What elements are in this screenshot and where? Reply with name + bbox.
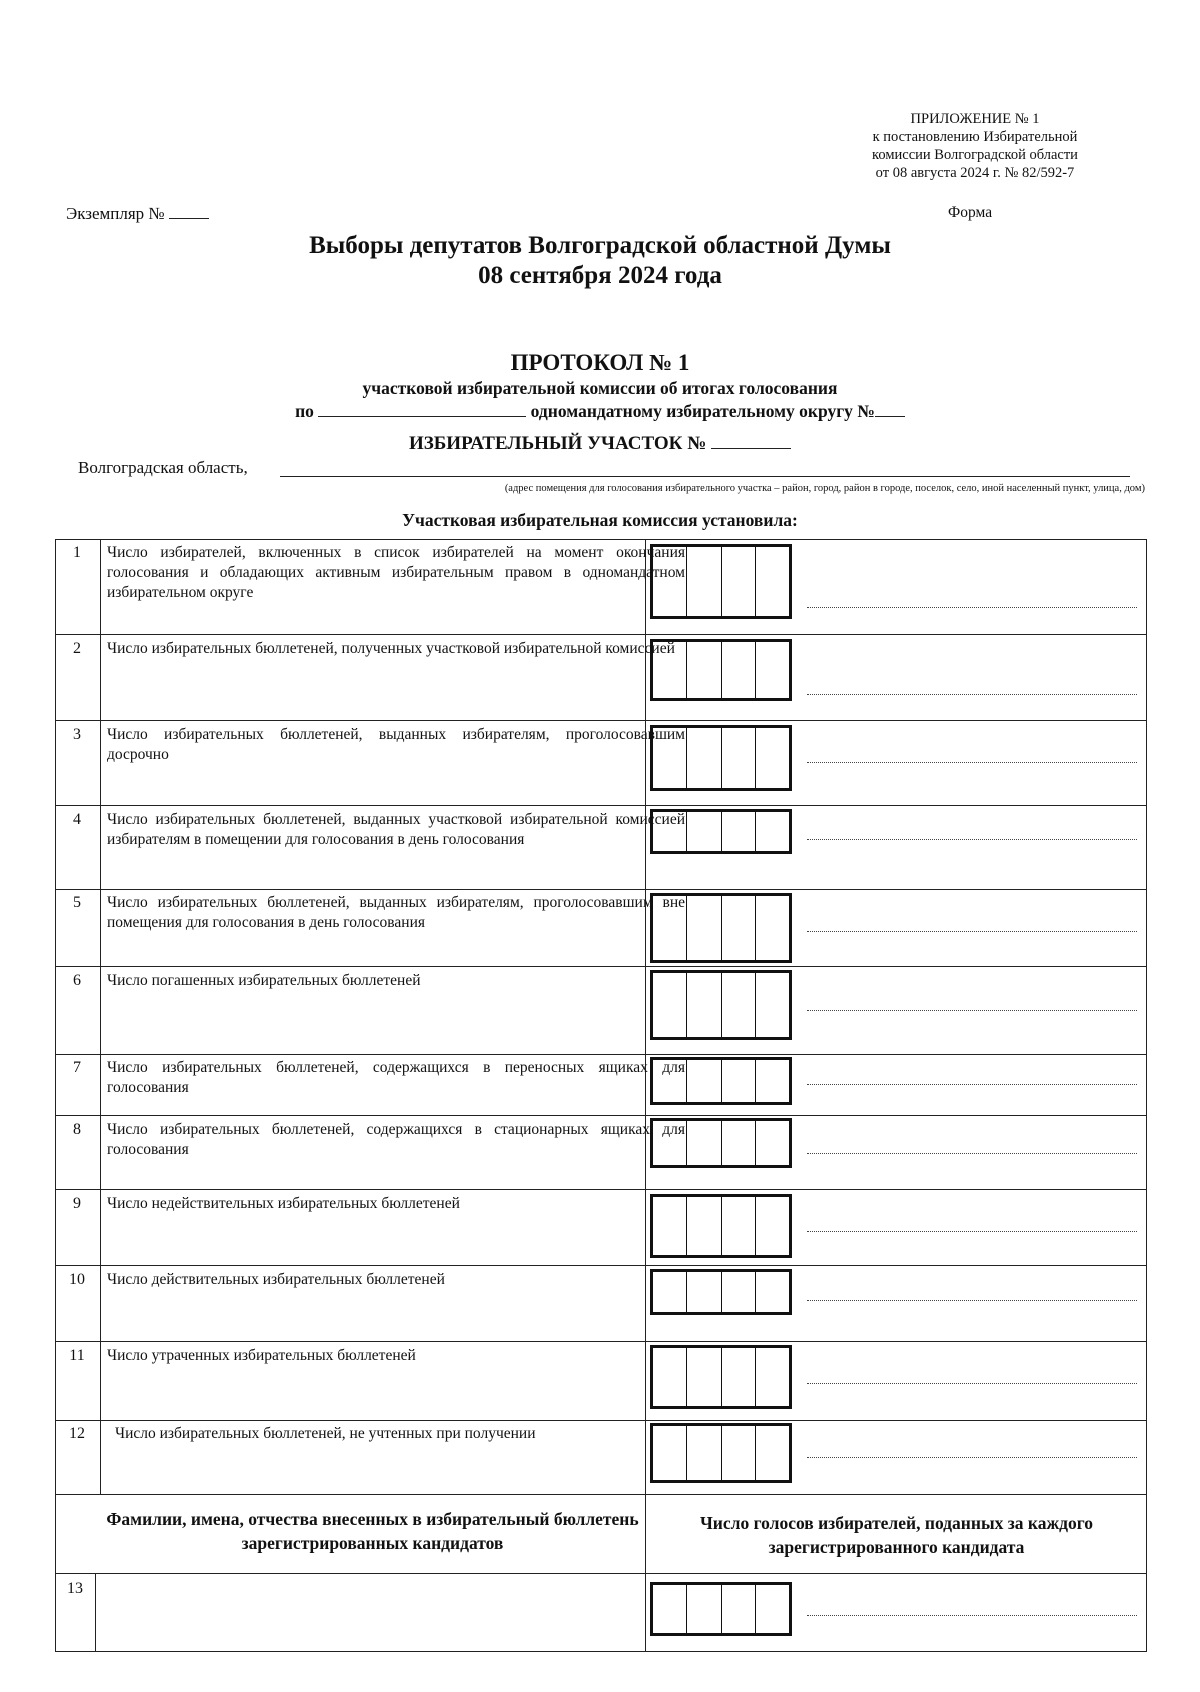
district-suffix: одномандатному избирательному округу № [530,401,875,421]
words-line[interactable] [807,1383,1137,1384]
row-number: 4 [73,811,81,828]
appendix-line-2: к постановлению Избирательной [872,129,1078,145]
words-line[interactable] [807,694,1137,695]
candidates-header-left: Фамилии, имена, отчества внесенных в избирательный бюллетень зарегистрированных кандидатов [106,1509,639,1553]
digit-boxes[interactable] [650,1057,792,1105]
row-label: Число избирательных бюллетеней, содержащихся в стационарных ящиках для голосования [107,1121,685,1158]
row-divider [55,634,1147,635]
form-label: Форма [948,204,993,221]
row-divider [55,1651,1147,1652]
words-line[interactable] [807,762,1137,763]
words-line[interactable] [807,839,1137,840]
row-divider [55,1189,1147,1190]
protocol-table [55,539,1147,1652]
established-heading: Участковая избирательная комиссия установила: [402,510,798,530]
copy-number [66,204,209,224]
district-prefix: по [295,401,314,421]
words-line[interactable] [807,1153,1137,1154]
copy-number-blank[interactable] [169,217,209,219]
digit-boxes[interactable] [650,1345,792,1409]
digit-boxes[interactable] [650,544,792,619]
appendix-line-3: комиссии Волгоградской области [872,147,1078,163]
words-line[interactable] [807,1084,1137,1085]
row-divider [55,1265,1147,1266]
appendix-line-4: от 08 августа 2024 г. № 82/592-7 [875,165,1075,181]
row-label: Число избирательных бюллетеней, содержащихся в переносных ящиках для голосования [107,1059,685,1096]
row-number: 9 [73,1195,81,1212]
row-number: 6 [73,972,81,989]
row-label: Число избирательных бюллетеней, не учтенных при получении [115,1425,536,1442]
candidate-name-field[interactable] [101,1579,641,1645]
appendix-note [840,110,1110,182]
digit-boxes[interactable] [650,809,792,854]
digit-boxes[interactable] [650,970,792,1040]
row-number: 12 [69,1425,85,1442]
address-hint: (адрес помещения для голосования избирательного участка – район, город, район в городе, поселок, село, иной населенный пункт, улица, дом) [504,483,1145,494]
precinct-number-blank[interactable] [711,447,791,449]
candidate-row-number: 13 [67,1580,83,1597]
row-number: 8 [73,1121,81,1138]
address-blank[interactable] [280,476,1130,477]
row-label: Число избирательных бюллетеней, выданных избирателям, проголосовавшим вне помещения для голосования в день голосования [107,894,685,931]
precinct-label: ИЗБИРАТЕЛЬНЫЙ УЧАСТОК № [408,433,707,454]
digit-boxes[interactable] [650,1582,792,1636]
digit-boxes[interactable] [650,1269,792,1315]
digit-boxes[interactable] [650,1423,792,1483]
row-label: Число погашенных избирательных бюллетеней [107,972,421,989]
district-number-blank[interactable] [875,415,905,417]
row-label: Число избирательных бюллетеней, полученных участковой избирательной комиссией [107,640,675,657]
commission-line: участковой избирательной комиссии об итогах голосования [362,378,838,398]
number-column-divider [100,539,101,1494]
row-label: Число избирательных бюллетеней, выданных избирателям, проголосовавшим досрочно [107,726,685,763]
row-divider [55,1494,1147,1495]
candidate-number-divider [95,1573,96,1651]
digit-boxes[interactable] [650,725,792,791]
row-divider [55,1341,1147,1342]
row-divider [55,805,1147,806]
address-label: Волгоградская область, [78,458,248,477]
row-divider [55,1420,1147,1421]
row-label: Число действительных избирательных бюллетеней [107,1271,445,1288]
words-line[interactable] [807,1010,1137,1011]
election-title-line-1: Выборы депутатов Волгоградской областной Думы [309,232,891,259]
election-title [0,231,1200,291]
row-label: Число утраченных избирательных бюллетеней [107,1347,416,1364]
words-line[interactable] [807,1615,1137,1616]
appendix-line-1: ПРИЛОЖЕНИЕ № 1 [910,111,1040,127]
row-divider [55,1573,1147,1574]
table-border-right [1146,539,1147,1652]
row-number: 5 [73,894,81,911]
precinct-line [0,433,1200,455]
row-number: 1 [73,544,81,561]
digit-boxes[interactable] [650,893,792,963]
digit-boxes[interactable] [650,639,792,701]
copy-number-label: Экземпляр № [66,204,165,223]
row-label: Число избирательных бюллетеней, выданных участковой избирательной комиссией избирателям в помещении для голосования в день голосования [107,811,685,848]
row-number: 3 [73,726,81,743]
row-number: 7 [73,1059,81,1076]
words-line[interactable] [807,1457,1137,1458]
row-number: 10 [69,1271,85,1288]
digit-boxes[interactable] [650,1194,792,1258]
district-name-blank[interactable] [318,415,526,417]
table-border-left [55,539,56,1652]
words-line[interactable] [807,607,1137,608]
election-title-date: 08 сентября 2024 года [478,262,722,289]
words-line[interactable] [807,1231,1137,1232]
digit-boxes[interactable] [650,1118,792,1168]
row-divider [55,1115,1147,1116]
district-line [0,401,1200,422]
row-divider [55,1054,1147,1055]
candidates-header-right: Число голосов избирателей, поданных за каждого зарегистрированного кандидата [699,1513,1094,1557]
row-divider [55,720,1147,721]
words-line[interactable] [807,931,1137,932]
row-number: 2 [73,640,81,657]
row-label: Число недействительных избирательных бюллетеней [107,1195,460,1212]
protocol-title: ПРОТОКОЛ № 1 [510,350,690,375]
row-divider [55,889,1147,890]
words-line[interactable] [807,1300,1137,1301]
row-divider [55,539,1147,540]
row-number: 11 [69,1347,85,1364]
row-label: Число избирателей, включенных в список избирателей на момент окончания голосования и обладающих активным избирательным правом в одномандатном избирательном округе [107,544,685,601]
row-divider [55,966,1147,967]
